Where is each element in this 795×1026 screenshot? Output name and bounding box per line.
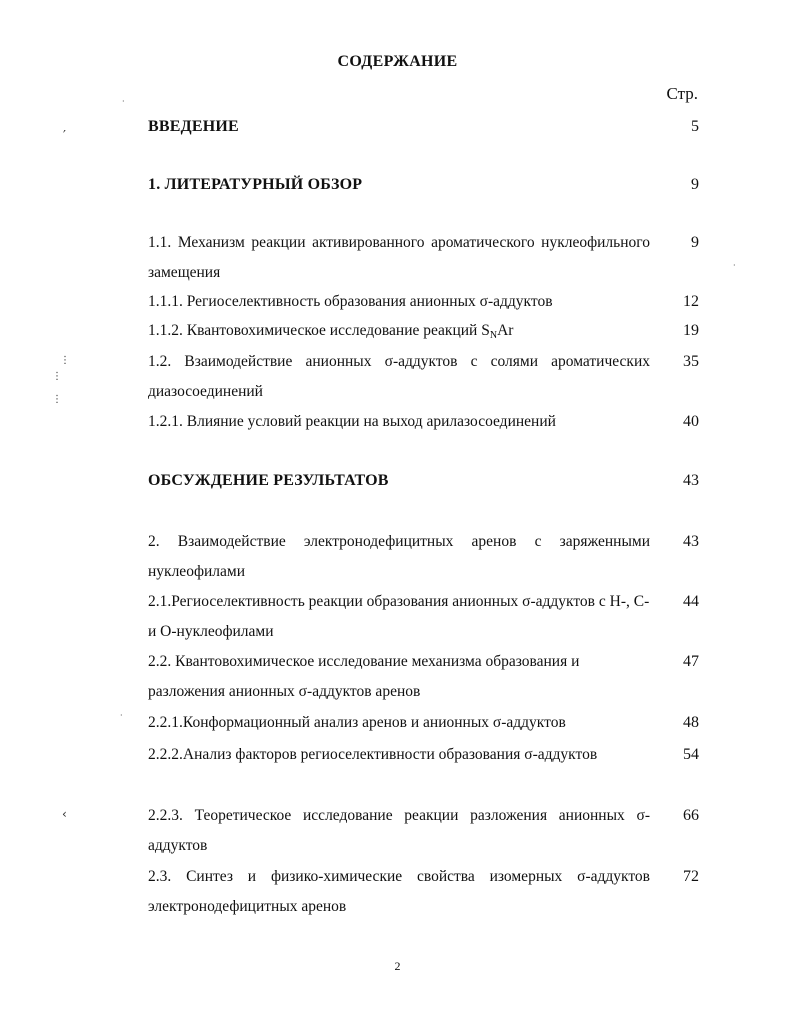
scan-speck: ⋮ [52, 371, 62, 382]
entry-text: ОБСУЖДЕНИЕ РЕЗУЛЬТАТОВ [148, 472, 389, 489]
toc-entry-2-3 [148, 862, 699, 922]
entry-text-subscript: N [489, 330, 498, 341]
entry-text-tail: Ar [497, 322, 514, 339]
toc-entry-2-1 [148, 587, 699, 647]
page-number: 2 [394, 959, 401, 973]
entry-page: 5 [691, 118, 699, 135]
scan-speck: ′ [63, 129, 66, 144]
entry-page: 66 [683, 807, 699, 824]
entry-text: 2.1.Региоселективность реакции образования анионных σ-аддуктов с H-, C- и O-нуклеофилами [148, 593, 650, 640]
entry-text: 1.2. Взаимодействие анионных σ-аддуктов с солями ароматических диазосоединений [148, 353, 650, 400]
toc-entry-1-1-1 [148, 287, 699, 317]
page-column-label: Стр. [666, 84, 698, 103]
scan-speck: ⋮ [60, 355, 70, 366]
entry-page: 43 [683, 472, 699, 489]
entry-page: 12 [683, 293, 699, 310]
entry-text: 1.2.1. Влияние условий реакции на выход арилазосоединений [148, 413, 556, 430]
toc-entry-1-2-1 [148, 407, 699, 437]
toc-entry-2-2-1 [148, 708, 699, 738]
entry-page: 48 [683, 714, 699, 731]
entry-text: 1. ЛИТЕРАТУРНЫЙ ОБЗОР [148, 176, 363, 193]
toc-entry-discussion [148, 466, 699, 496]
entry-page: 9 [691, 234, 699, 251]
scan-speck: ⋮ [52, 394, 62, 405]
entry-page: 47 [683, 653, 699, 670]
entry-text: 2.2.2.Анализ факторов региоселективности образования σ-аддуктов [148, 746, 598, 763]
toc-entry-literature-review [148, 170, 699, 200]
entry-page: 35 [683, 353, 699, 370]
toc-entry-2-2-3 [148, 801, 699, 861]
toc-entry-1-1 [148, 228, 699, 288]
entry-page: 40 [683, 413, 699, 430]
toc-title: СОДЕРЖАНИЕ [337, 53, 458, 70]
entry-text: 1.1.1. Региоселективность образования анионных σ-аддуктов [148, 293, 553, 310]
entry-text: ВВЕДЕНИЕ [148, 118, 239, 135]
scan-speck: · [122, 97, 125, 106]
entry-text: 2.2.1.Конформационный анализ аренов и анионных σ-аддуктов [148, 714, 566, 731]
toc-entry-2-2-2 [148, 740, 699, 770]
entry-page: 72 [683, 868, 699, 885]
scan-speck: ‹ [62, 807, 67, 821]
entry-text: 1.1. Механизм реакции активированного ароматического нуклеофильного замещения [148, 234, 650, 281]
entry-text: 2.2.3. Теоретическое исследование реакции разложения анионных σ-аддуктов [148, 807, 650, 854]
toc-entry-1-2 [148, 347, 699, 407]
entry-page: 9 [691, 176, 699, 193]
entry-page: 43 [683, 533, 699, 550]
entry-text [148, 316, 650, 351]
toc-entry-1-1-2 [148, 316, 699, 351]
entry-text: 2. Взаимодействие электронодефицитных аренов с заряженными нуклеофилами [148, 533, 650, 580]
entry-text: 2.3. Синтез и физико-химические свойства изомерных σ-аддуктов электронодефицитных аренов [148, 868, 650, 915]
entry-text-main: 1.1.2. Квантовохимическое исследование реакций S [148, 322, 490, 339]
entry-page: 54 [683, 746, 699, 763]
toc-entry-introduction [148, 112, 699, 142]
toc-entry-2 [148, 527, 699, 587]
scan-speck: · [733, 261, 736, 270]
entry-text: 2.2. Квантовохимическое исследование механизма образования и разложения анионных σ-аддуктов аренов [148, 653, 580, 700]
entry-page: 19 [683, 322, 699, 339]
entry-page: 44 [683, 593, 699, 610]
scan-speck: · [120, 711, 123, 720]
toc-entry-2-2 [148, 647, 699, 707]
